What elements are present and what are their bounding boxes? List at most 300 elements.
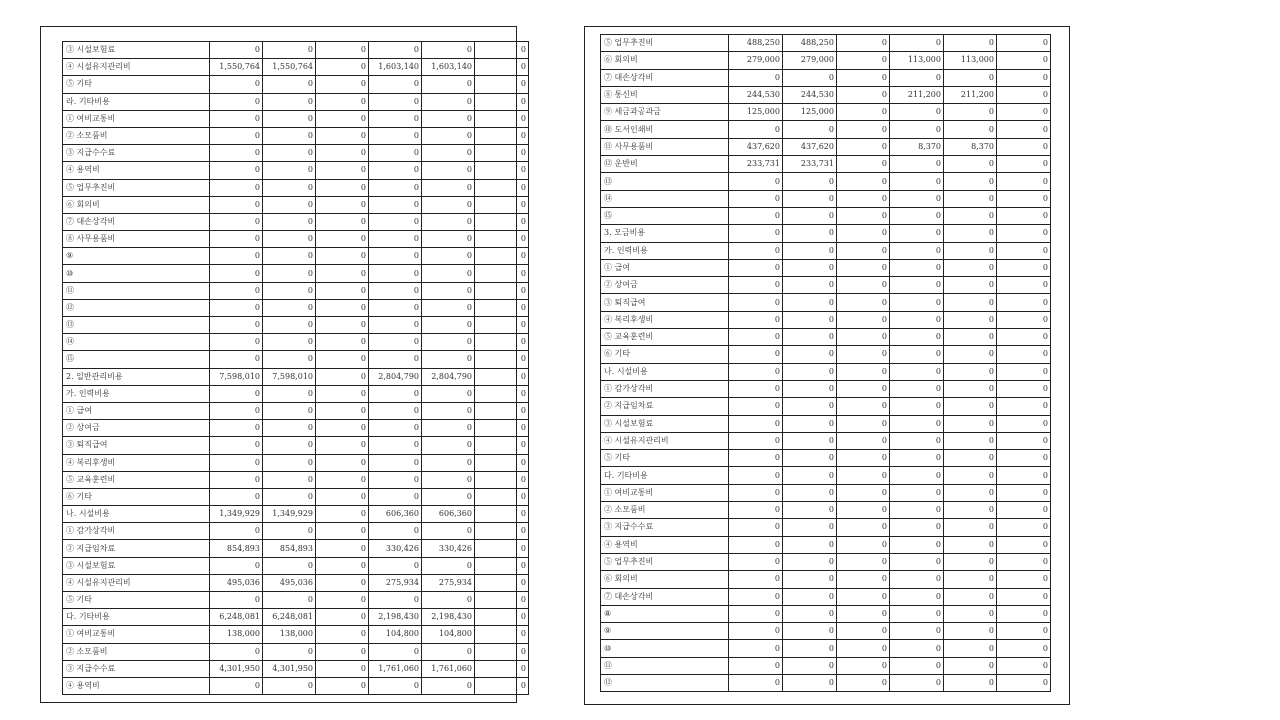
amount-cell: 0 xyxy=(369,282,422,299)
table-row xyxy=(601,190,1051,207)
row-label-cell: ④ 용역비 xyxy=(63,162,210,179)
table-row xyxy=(63,471,529,488)
amount-cell: 0 xyxy=(890,69,944,86)
amount-cell: 0 xyxy=(475,110,529,127)
amount-cell: 0 xyxy=(369,110,422,127)
amount-cell: 104,800 xyxy=(369,626,422,643)
amount-cell: 0 xyxy=(210,557,263,574)
amount-cell: 0 xyxy=(890,484,944,501)
amount-cell: 0 xyxy=(316,609,369,626)
amount-cell: 0 xyxy=(369,334,422,351)
amount-cell: 0 xyxy=(997,623,1051,640)
row-label-cell: ⑮ xyxy=(601,207,729,224)
expense-table-right xyxy=(600,34,1051,692)
row-label-cell: ③ 퇴직급여 xyxy=(63,437,210,454)
table-row xyxy=(63,592,529,609)
amount-cell: 0 xyxy=(944,207,997,224)
amount-cell: 0 xyxy=(369,643,422,660)
table-row xyxy=(601,484,1051,501)
amount-cell: 0 xyxy=(369,93,422,110)
amount-cell: 0 xyxy=(837,536,890,553)
amount-cell: 0 xyxy=(263,179,316,196)
row-label-cell: ⑪ xyxy=(63,282,210,299)
amount-cell: 0 xyxy=(997,450,1051,467)
amount-cell: 0 xyxy=(997,502,1051,519)
amount-cell: 0 xyxy=(316,420,369,437)
amount-cell: 0 xyxy=(729,207,783,224)
amount-cell: 0 xyxy=(210,334,263,351)
amount-cell: 0 xyxy=(890,398,944,415)
amount-cell: 0 xyxy=(997,35,1051,52)
amount-cell: 0 xyxy=(890,640,944,657)
amount-cell: 8,370 xyxy=(944,138,997,155)
amount-cell: 0 xyxy=(837,398,890,415)
table-row xyxy=(63,59,529,76)
amount-cell: 0 xyxy=(783,207,837,224)
amount-cell: 0 xyxy=(475,179,529,196)
amount-cell: 0 xyxy=(210,282,263,299)
amount-cell: 1,550,764 xyxy=(263,59,316,76)
amount-cell: 0 xyxy=(944,674,997,691)
row-label-cell: ④ 시설유지관리비 xyxy=(63,59,210,76)
amount-cell: 0 xyxy=(210,488,263,505)
amount-cell: 0 xyxy=(944,242,997,259)
amount-cell: 0 xyxy=(783,225,837,242)
table-row xyxy=(63,540,529,557)
row-label-cell: ⑤ 업무추진비 xyxy=(601,35,729,52)
amount-cell: 0 xyxy=(263,93,316,110)
amount-cell: 0 xyxy=(475,660,529,677)
amount-cell: 0 xyxy=(475,402,529,419)
amount-cell: 0 xyxy=(837,380,890,397)
amount-cell: 0 xyxy=(316,265,369,282)
amount-cell: 0 xyxy=(422,231,475,248)
amount-cell: 7,598,010 xyxy=(210,368,263,385)
table-row xyxy=(601,207,1051,224)
amount-cell: 0 xyxy=(944,467,997,484)
amount-cell: 0 xyxy=(890,242,944,259)
amount-cell: 0 xyxy=(316,523,369,540)
row-label-cell: ⑤ 기타 xyxy=(63,592,210,609)
amount-cell: 0 xyxy=(316,59,369,76)
amount-cell: 0 xyxy=(369,677,422,694)
amount-cell: 0 xyxy=(837,311,890,328)
amount-cell: 0 xyxy=(729,242,783,259)
amount-cell: 0 xyxy=(944,536,997,553)
amount-cell: 0 xyxy=(263,145,316,162)
amount-cell: 0 xyxy=(475,626,529,643)
amount-cell: 0 xyxy=(210,265,263,282)
amount-cell: 0 xyxy=(890,207,944,224)
amount-cell: 0 xyxy=(422,523,475,540)
table-row xyxy=(601,588,1051,605)
amount-cell: 0 xyxy=(890,259,944,276)
amount-cell: 0 xyxy=(263,677,316,694)
amount-cell: 0 xyxy=(369,523,422,540)
amount-cell: 0 xyxy=(837,86,890,103)
amount-cell: 0 xyxy=(944,277,997,294)
amount-cell: 0 xyxy=(316,574,369,591)
amount-cell: 0 xyxy=(210,523,263,540)
amount-cell: 4,301,950 xyxy=(210,660,263,677)
amount-cell: 0 xyxy=(475,248,529,265)
amount-cell: 0 xyxy=(997,605,1051,622)
row-label-cell: ③ 지급수수료 xyxy=(63,660,210,677)
amount-cell: 0 xyxy=(475,127,529,144)
amount-cell: 330,426 xyxy=(422,540,475,557)
amount-cell: 0 xyxy=(890,363,944,380)
amount-cell: 0 xyxy=(944,398,997,415)
amount-cell: 244,530 xyxy=(729,86,783,103)
amount-cell: 0 xyxy=(944,69,997,86)
amount-cell: 0 xyxy=(369,213,422,230)
amount-cell: 0 xyxy=(890,588,944,605)
amount-cell: 0 xyxy=(944,104,997,121)
table-row xyxy=(601,674,1051,691)
amount-cell: 0 xyxy=(997,242,1051,259)
amount-cell: 0 xyxy=(369,265,422,282)
amount-cell: 0 xyxy=(783,605,837,622)
amount-cell: 0 xyxy=(997,640,1051,657)
amount-cell: 0 xyxy=(210,231,263,248)
amount-cell: 4,301,950 xyxy=(263,660,316,677)
amount-cell: 0 xyxy=(890,415,944,432)
amount-cell: 0 xyxy=(729,329,783,346)
amount-cell: 0 xyxy=(316,402,369,419)
amount-cell: 0 xyxy=(783,467,837,484)
amount-cell: 0 xyxy=(729,415,783,432)
table-row xyxy=(601,121,1051,138)
row-label-cell: ⑩ 도서인쇄비 xyxy=(601,121,729,138)
table-row xyxy=(63,420,529,437)
table-row xyxy=(601,69,1051,86)
table-row xyxy=(63,368,529,385)
table-row xyxy=(601,52,1051,69)
amount-cell: 0 xyxy=(422,93,475,110)
amount-cell: 0 xyxy=(475,76,529,93)
amount-cell: 0 xyxy=(944,311,997,328)
amount-cell: 0 xyxy=(783,69,837,86)
amount-cell: 0 xyxy=(263,643,316,660)
table-row xyxy=(63,265,529,282)
amount-cell: 0 xyxy=(369,42,422,59)
amount-cell: 0 xyxy=(316,471,369,488)
amount-cell: 0 xyxy=(997,415,1051,432)
amount-cell: 0 xyxy=(890,190,944,207)
amount-cell: 0 xyxy=(997,674,1051,691)
row-label-cell: ② 지급임차료 xyxy=(601,398,729,415)
table-row xyxy=(63,454,529,471)
amount-cell: 0 xyxy=(729,69,783,86)
amount-cell: 0 xyxy=(890,571,944,588)
amount-cell: 0 xyxy=(369,162,422,179)
row-label-cell: ⑧ xyxy=(601,605,729,622)
table-row xyxy=(601,605,1051,622)
table-row xyxy=(601,311,1051,328)
amount-cell: 0 xyxy=(475,334,529,351)
amount-cell: 211,200 xyxy=(890,86,944,103)
table-row xyxy=(601,640,1051,657)
amount-cell: 0 xyxy=(263,231,316,248)
row-label-cell: ③ 퇴직급여 xyxy=(601,294,729,311)
amount-cell: 0 xyxy=(729,450,783,467)
row-label-cell: ⑥ 회의비 xyxy=(601,571,729,588)
amount-cell: 0 xyxy=(997,536,1051,553)
row-label-cell: ⑦ 대손상각비 xyxy=(601,69,729,86)
amount-cell: 437,620 xyxy=(783,138,837,155)
amount-cell: 113,000 xyxy=(890,52,944,69)
table-row xyxy=(601,242,1051,259)
row-label-cell: ⑨ xyxy=(63,248,210,265)
amount-cell: 2,198,430 xyxy=(369,609,422,626)
table-row xyxy=(601,519,1051,536)
amount-cell: 0 xyxy=(783,242,837,259)
table-row xyxy=(601,398,1051,415)
table-row xyxy=(601,623,1051,640)
table-row xyxy=(63,248,529,265)
amount-cell: 0 xyxy=(475,420,529,437)
amount-cell: 0 xyxy=(210,110,263,127)
amount-cell: 0 xyxy=(316,385,369,402)
amount-cell: 0 xyxy=(837,156,890,173)
amount-cell: 0 xyxy=(944,571,997,588)
amount-cell: 0 xyxy=(783,415,837,432)
amount-cell: 0 xyxy=(997,467,1051,484)
row-label-cell: ⑫ xyxy=(63,299,210,316)
amount-cell: 0 xyxy=(783,519,837,536)
amount-cell: 0 xyxy=(422,385,475,402)
amount-cell: 0 xyxy=(369,231,422,248)
row-label-cell: ⑥ 회의비 xyxy=(601,52,729,69)
amount-cell: 0 xyxy=(837,207,890,224)
amount-cell: 0 xyxy=(944,35,997,52)
amount-cell: 0 xyxy=(729,605,783,622)
amount-cell: 0 xyxy=(316,248,369,265)
amount-cell: 0 xyxy=(210,248,263,265)
amount-cell: 0 xyxy=(422,334,475,351)
amount-cell: 0 xyxy=(422,282,475,299)
table-row xyxy=(601,415,1051,432)
amount-cell: 0 xyxy=(944,519,997,536)
amount-cell: 0 xyxy=(944,259,997,276)
amount-cell: 0 xyxy=(729,225,783,242)
table-row xyxy=(601,86,1051,103)
amount-cell: 0 xyxy=(369,557,422,574)
amount-cell: 0 xyxy=(890,553,944,570)
amount-cell: 0 xyxy=(475,592,529,609)
amount-cell: 0 xyxy=(837,467,890,484)
amount-cell: 0 xyxy=(475,471,529,488)
amount-cell: 104,800 xyxy=(422,626,475,643)
amount-cell: 0 xyxy=(316,437,369,454)
amount-cell: 125,000 xyxy=(783,104,837,121)
amount-cell: 0 xyxy=(210,93,263,110)
amount-cell: 0 xyxy=(944,415,997,432)
amount-cell: 0 xyxy=(783,380,837,397)
amount-cell: 0 xyxy=(837,519,890,536)
row-label-cell: ④ 복리후생비 xyxy=(63,454,210,471)
amount-cell: 0 xyxy=(890,450,944,467)
table-row xyxy=(63,385,529,402)
row-label-cell: 2. 일반관리비용 xyxy=(63,368,210,385)
amount-cell: 0 xyxy=(997,657,1051,674)
amount-cell: 0 xyxy=(944,553,997,570)
amount-cell: 0 xyxy=(890,380,944,397)
table-row xyxy=(63,506,529,523)
row-label-cell: ⑤ 업무추진비 xyxy=(601,553,729,570)
row-label-cell: ① 급여 xyxy=(601,259,729,276)
amount-cell: 0 xyxy=(729,121,783,138)
amount-cell: 0 xyxy=(837,605,890,622)
amount-cell: 6,248,081 xyxy=(210,609,263,626)
amount-cell: 0 xyxy=(837,277,890,294)
amount-cell: 0 xyxy=(729,484,783,501)
amount-cell: 0 xyxy=(997,86,1051,103)
amount-cell: 0 xyxy=(890,502,944,519)
amount-cell: 0 xyxy=(783,450,837,467)
amount-cell: 0 xyxy=(837,571,890,588)
amount-cell: 0 xyxy=(422,488,475,505)
amount-cell: 0 xyxy=(729,674,783,691)
amount-cell: 0 xyxy=(997,121,1051,138)
amount-cell: 0 xyxy=(944,225,997,242)
amount-cell: 0 xyxy=(997,553,1051,570)
amount-cell: 0 xyxy=(997,225,1051,242)
amount-cell: 0 xyxy=(422,317,475,334)
amount-cell: 0 xyxy=(263,248,316,265)
amount-cell: 0 xyxy=(729,536,783,553)
amount-cell: 0 xyxy=(475,609,529,626)
row-label-cell: ① 여비교통비 xyxy=(63,626,210,643)
table-row xyxy=(63,42,529,59)
row-label-cell: ③ 지급수수료 xyxy=(63,145,210,162)
amount-cell: 2,198,430 xyxy=(422,609,475,626)
amount-cell: 275,934 xyxy=(369,574,422,591)
amount-cell: 0 xyxy=(837,52,890,69)
amount-cell: 0 xyxy=(369,127,422,144)
amount-cell: 0 xyxy=(263,402,316,419)
amount-cell: 0 xyxy=(316,677,369,694)
amount-cell: 0 xyxy=(890,329,944,346)
amount-cell: 0 xyxy=(783,657,837,674)
table-row xyxy=(63,145,529,162)
amount-cell: 0 xyxy=(422,351,475,368)
amount-cell: 0 xyxy=(997,104,1051,121)
amount-cell: 0 xyxy=(369,317,422,334)
amount-cell: 0 xyxy=(210,592,263,609)
row-label-cell: ③ 지급수수료 xyxy=(601,519,729,536)
row-label-cell: 가. 인력비용 xyxy=(601,242,729,259)
row-label-cell: ② 상여금 xyxy=(601,277,729,294)
row-label-cell: ⑥ 기타 xyxy=(63,488,210,505)
amount-cell: 0 xyxy=(369,471,422,488)
amount-cell: 7,598,010 xyxy=(263,368,316,385)
table-row xyxy=(63,213,529,230)
row-label-cell: ② 상여금 xyxy=(63,420,210,437)
amount-cell: 0 xyxy=(890,519,944,536)
amount-cell: 606,360 xyxy=(422,506,475,523)
expense-table-left xyxy=(62,41,529,695)
row-label-cell: ⑤ 교육훈련비 xyxy=(63,471,210,488)
amount-cell: 138,000 xyxy=(263,626,316,643)
table-row xyxy=(63,93,529,110)
amount-cell: 0 xyxy=(422,162,475,179)
amount-cell: 0 xyxy=(783,553,837,570)
row-label-cell: ② 지급임차료 xyxy=(63,540,210,557)
amount-cell: 0 xyxy=(837,588,890,605)
amount-cell: 0 xyxy=(729,553,783,570)
amount-cell: 0 xyxy=(944,657,997,674)
table-row xyxy=(601,363,1051,380)
amount-cell: 0 xyxy=(890,225,944,242)
amount-cell: 0 xyxy=(210,420,263,437)
row-label-cell: ① 급여 xyxy=(63,402,210,419)
amount-cell: 0 xyxy=(475,317,529,334)
amount-cell: 0 xyxy=(210,471,263,488)
amount-cell: 0 xyxy=(316,317,369,334)
amount-cell: 0 xyxy=(837,484,890,501)
amount-cell: 0 xyxy=(729,190,783,207)
amount-cell: 0 xyxy=(997,346,1051,363)
amount-cell: 0 xyxy=(837,553,890,570)
amount-cell: 0 xyxy=(997,52,1051,69)
row-label-cell: 라. 기타비용 xyxy=(63,93,210,110)
amount-cell: 0 xyxy=(729,519,783,536)
amount-cell: 0 xyxy=(210,402,263,419)
amount-cell: 0 xyxy=(316,334,369,351)
amount-cell: 0 xyxy=(422,557,475,574)
amount-cell: 0 xyxy=(369,145,422,162)
row-label-cell: 다. 기타비용 xyxy=(63,609,210,626)
amount-cell: 0 xyxy=(890,657,944,674)
table-row xyxy=(601,294,1051,311)
amount-cell: 0 xyxy=(997,519,1051,536)
amount-cell: 0 xyxy=(422,592,475,609)
row-label-cell: ⑤ 업무추진비 xyxy=(63,179,210,196)
amount-cell: 0 xyxy=(475,643,529,660)
amount-cell: 233,731 xyxy=(783,156,837,173)
amount-cell: 0 xyxy=(890,156,944,173)
amount-cell: 0 xyxy=(475,162,529,179)
row-label-cell: ⑤ 기타 xyxy=(601,450,729,467)
row-label-cell: ⑫ xyxy=(601,674,729,691)
row-label-cell: ⑩ xyxy=(63,265,210,282)
amount-cell: 0 xyxy=(475,299,529,316)
amount-cell: 138,000 xyxy=(210,626,263,643)
row-label-cell: ④ 시설유지관리비 xyxy=(63,574,210,591)
row-label-cell: ① 감가상각비 xyxy=(601,380,729,397)
amount-cell: 0 xyxy=(475,282,529,299)
amount-cell: 0 xyxy=(997,156,1051,173)
row-label-cell: ⑥ 회의비 xyxy=(63,196,210,213)
row-label-cell: ③ 시설보험료 xyxy=(63,557,210,574)
amount-cell: 0 xyxy=(263,196,316,213)
amount-cell: 0 xyxy=(263,351,316,368)
amount-cell: 2,804,790 xyxy=(422,368,475,385)
amount-cell: 0 xyxy=(263,420,316,437)
amount-cell: 0 xyxy=(316,506,369,523)
amount-cell: 0 xyxy=(944,640,997,657)
amount-cell: 0 xyxy=(422,145,475,162)
amount-cell: 0 xyxy=(263,127,316,144)
table-row xyxy=(601,502,1051,519)
amount-cell: 0 xyxy=(890,104,944,121)
amount-cell: 0 xyxy=(316,368,369,385)
amount-cell: 0 xyxy=(422,471,475,488)
row-label-cell: ① 감가상각비 xyxy=(63,523,210,540)
row-label-cell: ④ 용역비 xyxy=(63,677,210,694)
row-label-cell: ⑨ 세금과공과금 xyxy=(601,104,729,121)
